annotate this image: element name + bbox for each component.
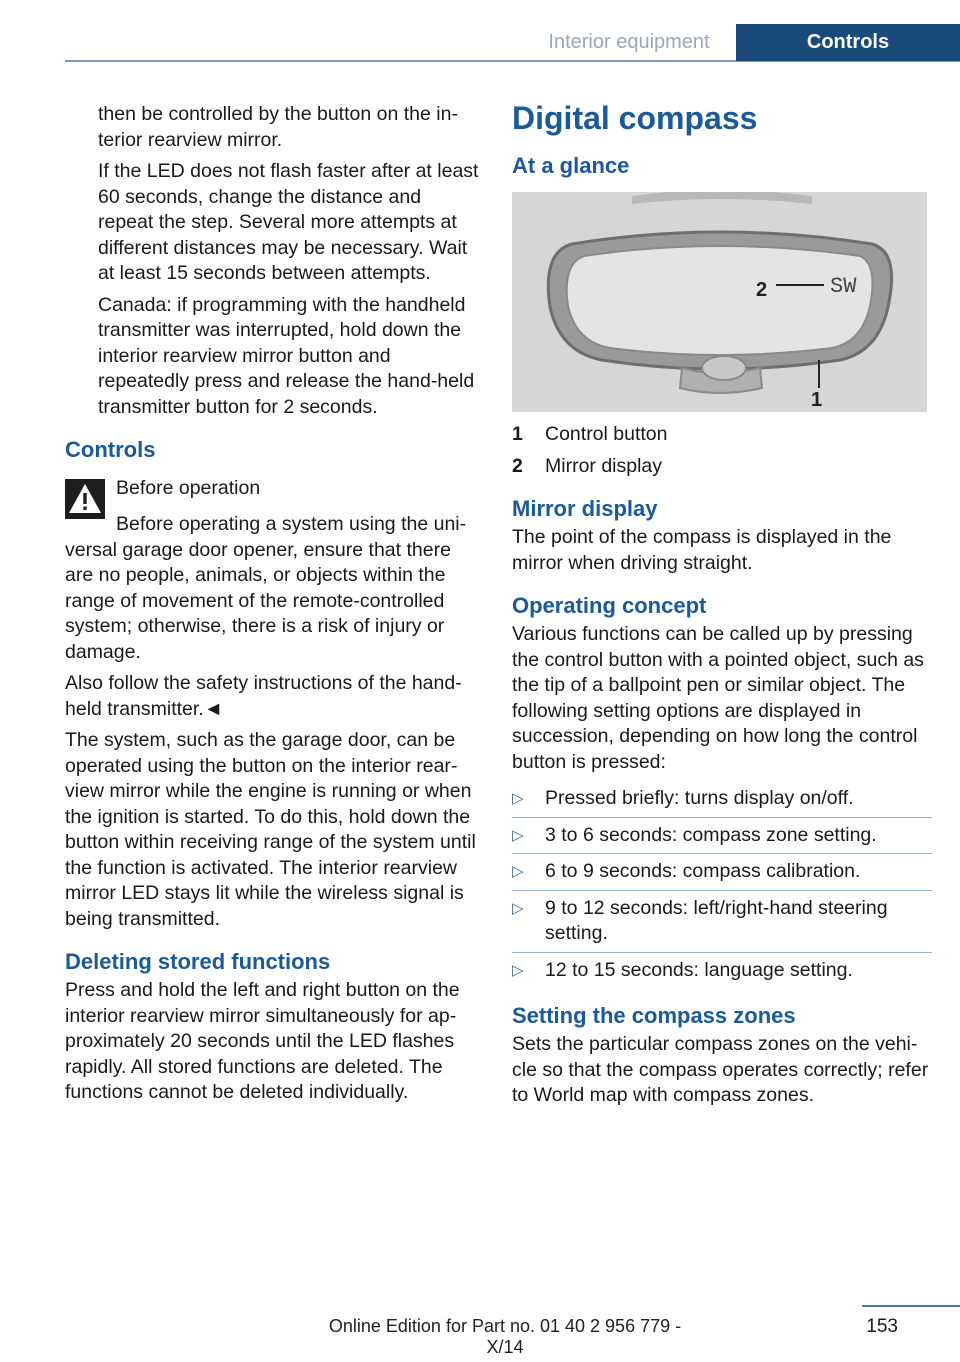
paragraph-compass-zones: Sets the particular compass zones on the vehicle so that the compass operates correctly; refer to World map with compass zones.: [512, 1033, 929, 1106]
right-column: [512, 98, 932, 1115]
legend-number: 2: [512, 454, 523, 477]
list-item-text: 12 to 15 seconds: language setting.: [545, 958, 853, 981]
mirror-display-text: SW: [830, 274, 857, 299]
list-item-text: 3 to 6 seconds: compass zone setting.: [545, 823, 877, 846]
edition-note: Online Edition for Part no. 01 40 2 956 779 - X/14: [328, 1316, 682, 1357]
footer-rule: [862, 1305, 960, 1307]
paragraph-controls: The system, such as the garage door, can be operated using the button on the interior rearview mirror while the engine is running or when the ignition is started. To do this, hold down the button within receiving range of the system until the function is activated. The interior rearview mirror LED stays lit while the wireless signal is being transmitted.: [65, 729, 476, 930]
warning-block: [65, 476, 480, 516]
list-item: [512, 781, 932, 818]
figure-label-2: 2: [756, 279, 768, 301]
legend-number: 1: [512, 423, 523, 445]
left-column: [65, 102, 480, 1112]
page-number: 153: [866, 1316, 898, 1337]
heading-controls: Controls: [65, 437, 156, 462]
heading-mirror-display: Mirror display: [512, 496, 658, 521]
paragraph-led-retry: If the LED does not flash faster after at least 60 seconds, change the distance and repeat the step. Several more attempts at different distances may be necessary. Wait at least 15 seconds between attempts.: [98, 160, 479, 284]
bullet-triangle-icon: ▷: [512, 961, 524, 979]
list-item-text: Pressed briefly: turns display on/off.: [545, 787, 854, 809]
bullet-triangle-icon: ▷: [512, 899, 524, 917]
legend-text: Mirror display: [545, 454, 663, 477]
header-chapter-tab: Controls: [736, 24, 960, 61]
figure-legend: [512, 422, 932, 479]
warning-follow: Also follow the safety instructions of the hand-held transmitter.◄: [65, 672, 462, 720]
bullet-triangle-icon: ▷: [512, 790, 524, 807]
heading-digital-compass: Digital compass: [512, 100, 758, 136]
heading-deleting: Deleting stored functions: [65, 949, 331, 974]
legend-item: [512, 454, 932, 480]
paragraph-mirror-display: The point of the compass is displayed in the mirror when driving straight.: [512, 526, 892, 574]
legend-text: Control button: [545, 423, 668, 445]
legend-item: [512, 422, 932, 448]
paragraph-continued: then be controlled by the button on the interior rearview mirror.: [98, 103, 458, 151]
list-item: [512, 953, 932, 989]
bullet-triangle-icon: ▷: [512, 863, 524, 880]
paragraph-deleting: Press and hold the left and right button on the interior rearview mirror simultaneously for approximately 20 seconds until the LED flashes rapidly. All stored functions are deleted. The functions cannot be deleted individually.: [65, 979, 460, 1103]
paragraph-canada: Canada: if programming with the handheld transmitter was interrupted, hold down the interior rearview mirror button and repeatedly press and release the hand-held transmitter button for 2 seconds.: [98, 293, 475, 418]
rearview-mirror-illustration: [512, 192, 927, 412]
heading-operating-concept: Operating concept: [512, 593, 707, 618]
warning-text: Before operating a system using the universal garage door opener, ensure that there are no people, animals, or objects within the range of movement of the remote-controlled system; otherwise, there is a risk of injury or damage.: [65, 513, 467, 663]
mirror-figure: [512, 192, 927, 412]
heading-compass-zones: Setting the compass zones: [512, 1003, 796, 1028]
list-item: [512, 854, 932, 891]
list-item: [512, 818, 932, 855]
list-item-text: 6 to 9 seconds: compass calibration.: [545, 860, 861, 882]
settings-list: [512, 781, 932, 988]
list-item-text: 9 to 12 seconds: left/right-hand steering setting.: [545, 896, 888, 944]
figure-label-1: 1: [811, 389, 823, 411]
heading-at-a-glance: At a glance: [512, 153, 630, 178]
paragraph-operating-concept: Various functions can be called up by pressing the control button with a pointed object, such as the tip of a ballpoint pen or similar object. The following setting options are displayed in succession, depending on how long the control button is pressed:: [512, 623, 924, 773]
warning-title: Before operation: [116, 477, 261, 499]
warning-triangle-icon: [65, 479, 105, 519]
bullet-triangle-icon: ▷: [512, 826, 524, 844]
list-item: [512, 891, 932, 953]
header-section-title: Interior equipment: [548, 31, 710, 53]
